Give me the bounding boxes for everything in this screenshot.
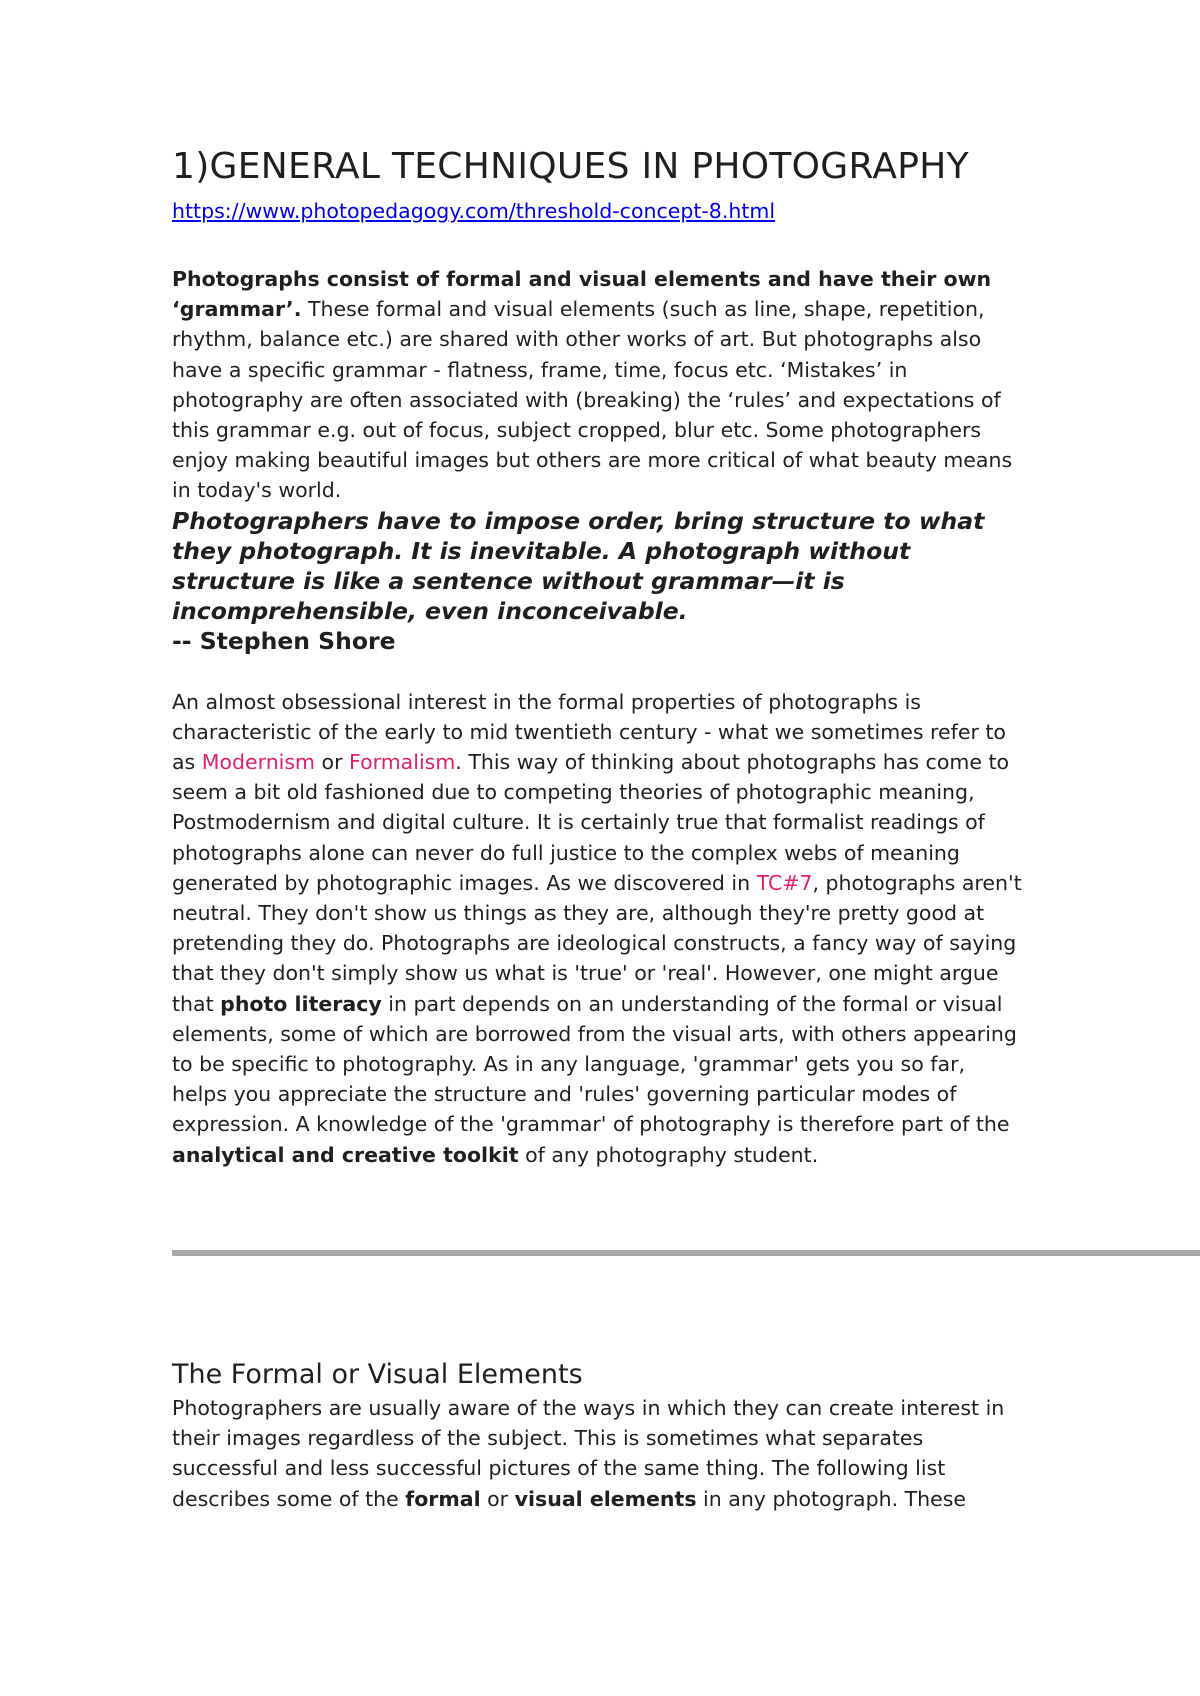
text-run: . This way of thinking about photographs has come to seem a bit old fashioned due to competing theories of photographic meaning, Postmodernism and digital culture. It is certainly true that formalist readings of photographs alone can never do full justice to the complex webs of meaning generated by photographic images. As we discovered in xyxy=(172,750,1010,895)
source-link[interactable]: https://www.photopedagogy.com/threshold-concept-8.html xyxy=(172,199,776,223)
document-body xyxy=(172,140,1022,1170)
formalism-link[interactable]: Formalism xyxy=(349,750,456,775)
page-title: 1)GENERAL TECHNIQUES IN PHOTOGRAPHY xyxy=(172,146,969,187)
intro-bold-text: Photographs consist of formal and visual elements and have their own ‘grammar’. xyxy=(172,267,992,322)
text-run: in part depends on an understanding of the formal or visual elements, some of which are borrowed from the visual arts, with others appearing to be specific to photography. As in any language, 'grammar' gets you so far, helps you appreciate the structure and 'rules' governing particular modes of expression. A knowledge of the 'grammar' of photography is therefore part of the xyxy=(172,991,1017,1137)
toolkit-bold: analytical and creative toolkit xyxy=(172,1142,519,1167)
text-run: , photographs aren't neutral. They don't show us things as they are, although they're pretty good at pretending they do. Photographs are ideological constructs, a fancy way of saying that they don't simply show us what is 'true' or 'real'. However, one might argue that xyxy=(172,870,1022,1016)
section-body xyxy=(172,1357,1022,1514)
modernism-link[interactable]: Modernism xyxy=(201,750,316,775)
intro-paragraph xyxy=(172,264,1022,506)
formal-bold: formal xyxy=(405,1486,481,1511)
text-run: Photographers are usually aware of the ways in which they can create interest in their images regardless of the subject. This is sometimes what separates successful and less successful pictures of the same thing. The following list describes some of the xyxy=(172,1396,1005,1511)
section-title: The Formal or Visual Elements xyxy=(172,1359,583,1390)
text-run: or xyxy=(315,750,350,775)
quote-author: -- Stephen Shore xyxy=(172,627,396,656)
shore-quote: Photographers have to impose order, bring structure to what they photograph. It is inevitable. A photograph without structure is like a sentence without grammar—it is incomprehensible, even inconceivable. xyxy=(172,506,985,626)
text-run: or xyxy=(480,1486,515,1511)
intro-text: These formal and visual elements (such as line, shape, repetition, rhythm, balance etc.) are shared with other works of art. But photographs also have a specific grammar - flatness, frame, time, focus etc. ‘Mistakes’ in photography are often associated with (breaking) the ‘rules’ and expectations of this grammar e.g. out of focus, subject cropped, blur etc. Some photographers enjoy making beautiful images but others are more critical of what beauty means in today's world. xyxy=(172,297,1013,503)
formalism-paragraph xyxy=(172,687,1022,1170)
text-run: An almost obsessional interest in the formal properties of photographs is characteristic of the early to mid twentieth century - what we sometimes refer to as xyxy=(172,689,1006,775)
tc7-link[interactable]: TC#7 xyxy=(756,870,813,895)
photo-literacy-bold: photo literacy xyxy=(220,991,382,1016)
text-run: of any photography student. xyxy=(518,1142,819,1167)
horizontal-divider xyxy=(172,1250,1200,1256)
text-run: in any photograph. These xyxy=(696,1486,967,1511)
elements-paragraph xyxy=(172,1393,1022,1514)
visual-elements-bold: visual elements xyxy=(514,1486,697,1511)
